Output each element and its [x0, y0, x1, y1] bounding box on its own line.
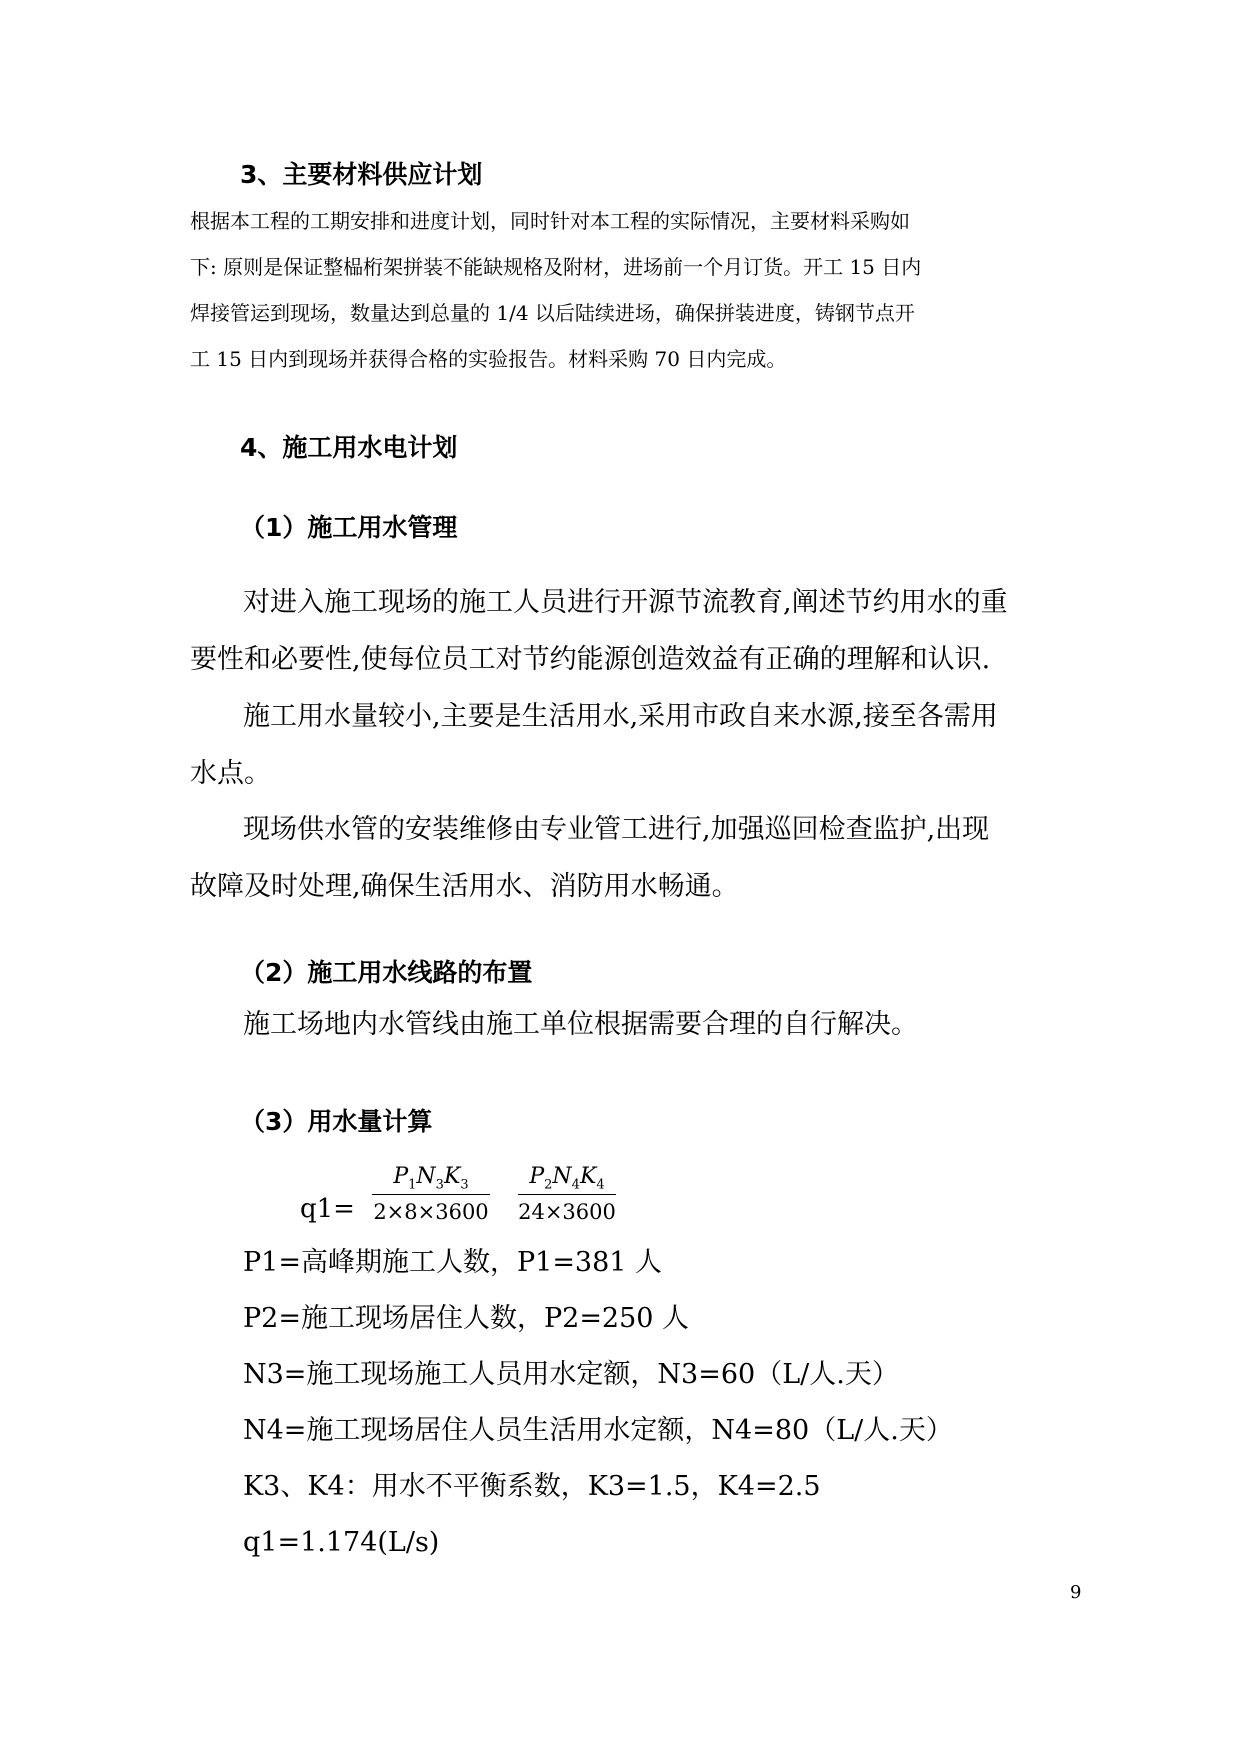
subsection-3-title: （3）用水量计算: [240, 1107, 433, 1136]
sub1-line-2: 要性和必要性,使每位员工对节约能源创造效益有正确的理解和认识.: [190, 644, 991, 675]
formula-fraction-1: [372, 1162, 490, 1227]
water-formula: [300, 1164, 660, 1238]
formula-fraction-2-bar: [518, 1194, 616, 1195]
formula-fraction-2: [518, 1162, 616, 1227]
definition-p1: P1=高峰期施工人数，P1=381 人: [243, 1247, 663, 1278]
section-3-line-1: 根据本工程的工期安排和进度计划，同时针对本工程的实际情况，主要材料采购如: [190, 209, 910, 233]
formula-fraction-1-denominator: 2×8×3600: [373, 1200, 489, 1224]
page-number: 9: [1070, 1582, 1082, 1603]
sub1-line-5: 现场供水管的安装维修由专业管工进行,加强巡回检查监护,出现: [243, 814, 990, 845]
definition-n3: N3=施工现场施工人员用水定额，N3=60（L/人.天）: [243, 1359, 899, 1390]
sub1-line-4: 水点。: [190, 758, 271, 789]
sub1-line-1: 对进入施工现场的施工人员进行开源节流教育,阐述节约用水的重: [243, 587, 1008, 618]
subsection-2-title: （2）施工用水线路的布置: [240, 958, 533, 987]
definition-q1-result: q1=1.174(L/s): [243, 1527, 440, 1558]
formula-fraction-2-numerator: $P_2N_4K_4$: [529, 1164, 605, 1193]
sub1-line-6: 故障及时处理,确保生活用水、消防用水畅通。: [190, 871, 739, 902]
formula-fraction-1-bar: [372, 1194, 490, 1195]
formula-fraction-1-numerator: $P_1N_3K_3$: [393, 1164, 469, 1193]
section-3-line-2: 下: 原则是保证整榀桁架拼装不能缺规格及附材，进场前一个月订货。开工 15 日内: [190, 255, 922, 279]
definition-k3-k4: K3、K4：用水不平衡系数，K3=1.5，K4=2.5: [243, 1471, 821, 1502]
sub2-line: 施工场地内水管线由施工单位根据需要合理的自行解决。: [243, 1009, 918, 1040]
formula-lhs: q1=: [300, 1194, 355, 1224]
formula-fraction-2-denominator: 24×3600: [518, 1200, 616, 1224]
section-4-title: 4、施工用水电计划: [240, 433, 458, 462]
section-3-title: 3、主要材料供应计划: [240, 160, 483, 189]
subsection-1-title: （1）施工用水管理: [240, 513, 458, 542]
sub1-line-3: 施工用水量较小,主要是生活用水,采用市政自来水源,接至各需用: [243, 701, 998, 732]
definition-p2: P2=施工现场居住人数，P2=250 人: [243, 1303, 690, 1334]
definition-n4: N4=施工现场居住人员生活用水定额，N4=80（L/人.天）: [243, 1415, 953, 1446]
section-3-line-3: 焊接管运到现场，数量达到总量的 1/4 以后陆续进场，确保拼装进度，铸钢节点开: [190, 301, 915, 325]
section-3-line-4: 工 15 日内到现场并获得合格的实验报告。材料采购 70 日内完成。: [190, 347, 787, 371]
